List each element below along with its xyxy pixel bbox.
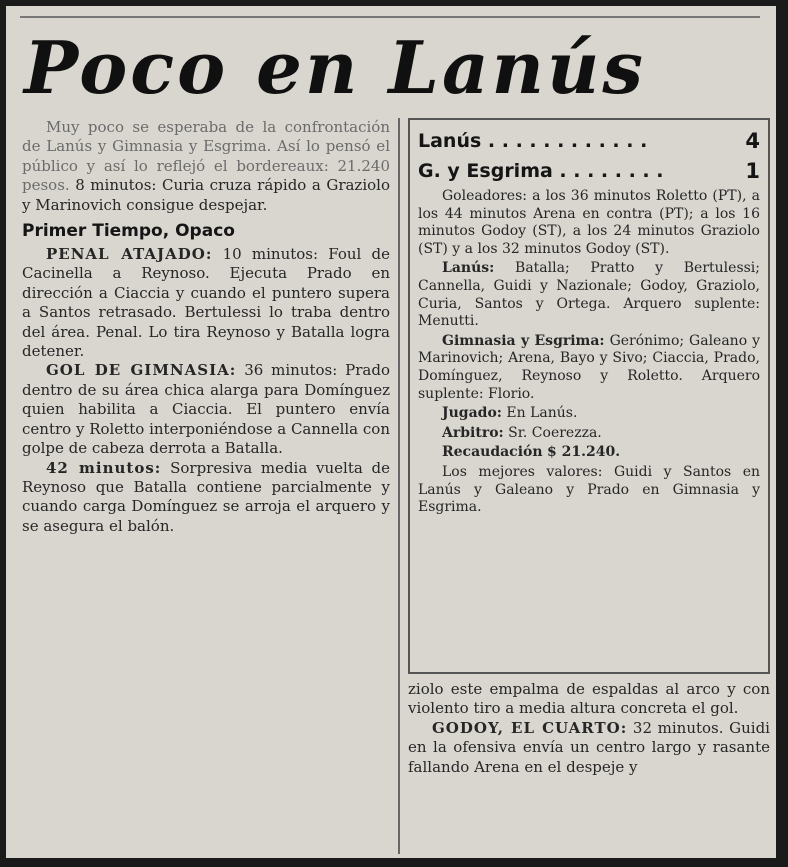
penal-lead: PENAL ATAJADO: [46,245,213,264]
score-lanus: 4 [745,129,760,153]
godoy-paragraph [408,719,770,777]
gimnasia-lineup-text: Gerónimo; Galeano y Marinovich; Arena, Bayo y Sivo; Ciaccia, Prado, Domínguez, Reynoso y Roletto. Arquero suplente: Florio. [418,332,760,402]
minute42-text: Sorpresiva media vuelta de Reynoso que Batalla contiene parcialmente y cuando carga Domínguez se arroja el arquero y se asegura el balón. [22,458,390,535]
best-players-text: Los mejores valores: Guidi y Santos en Lanús y Galeano y Prado en Gimnasia y Esgrima. [418,463,760,516]
minute42-paragraph [22,459,390,537]
intro-faded-text: Muy poco se esperaba de la confrontación de Lanús y Gimnasia y Esgrima. Así lo pensó el público y así lo reflejó el bordereaux: 21.240 pesos. [22,118,390,195]
top-rule [20,16,760,18]
continued-text-block [408,680,770,777]
intro-rest-text: 8 minutos: Curia cruza rápido a Graziolo y Marinovich consigue despejar. [22,176,390,214]
gol-text: 36 minutos: Prado dentro de su área chica alarga para Domínguez quien habilita a Ciaccia. El puntero envía centro y Roletto interponiéndose a Cannella con golpe de cabeza derrota a Batalla. [22,361,390,458]
arbitro-label: Arbitro: [442,424,504,441]
jugado-line [418,405,760,423]
gimnasia-lineup-label: Gimnasia y Esgrima: [442,332,605,349]
left-column [22,118,390,854]
section-subhead: Primer Tiempo, Opaco [22,221,235,242]
score-gimnasia: 1 [745,159,760,183]
godoy-text: 32 minutos. Guidi en la ofensiva envía un centro largo y rasante fallando Arena en el despeje y [408,718,770,776]
scorers-text: Goleadores: a los 36 minutos Roletto (PT), a los 44 minutos Arena en contra (PT); a los 16 minutos Godoy (ST), a los 24 minutos Graziolo (ST) y a los 32 minutos Godoy (ST). [418,188,760,257]
team-lanus: Lanús . . . . . . . . . . . . [418,130,648,152]
jugado-label: Jugado: [442,405,502,422]
lanus-lineup-text: Batalla; Pratto y Bertulessi; Cannella, Guidi y Nazionale; Godoy, Graziolo, Curia, Santos y Ortega. Arquero suplente: Menutti. [418,260,761,330]
penal-paragraph [22,245,390,361]
recaudacion-text: $ 21.240. [547,444,621,461]
continued-paragraph: ziolo este empalma de espaldas al arco y con violento tiro a media altura concreta el gol. [408,680,770,718]
arbitro-text: Sr. Coerezza. [508,424,602,441]
column-divider [398,118,400,854]
score-row-gimnasia [418,156,760,186]
penal-text: 10 minutos: Foul de Cacinella a Reynoso. Ejecuta Prado en dirección a Ciaccia y cuando el puntero supera a Santos retrasado. Bertulessi lo traba dentro del área. Penal. Lo tira Reynoso y Batalla logra detener. [22,245,390,361]
match-summary-box [408,118,770,674]
team-gimnasia: G. y Esgrima . . . . . . . . [418,160,664,182]
lanus-lineup-label: Lanús: [442,260,495,277]
arbitro-line [418,425,760,443]
score-row-lanus [418,126,760,156]
minute42-lead: 42 minutos: [46,458,162,477]
lanus-lineup [418,260,760,330]
newspaper-clipping [6,6,776,858]
recaudacion-line [418,444,760,462]
intro-paragraph [22,118,390,215]
recaudacion-label: Recaudación [442,444,543,461]
right-column [408,118,770,854]
gol-paragraph [22,361,390,458]
gol-lead: GOL DE GIMNASIA: [46,361,237,380]
headline: Poco en Lanús [24,25,646,110]
gimnasia-lineup [418,333,760,403]
godoy-lead: GODOY, EL CUARTO: [432,718,628,737]
jugado-text: En Lanús. [506,405,578,422]
